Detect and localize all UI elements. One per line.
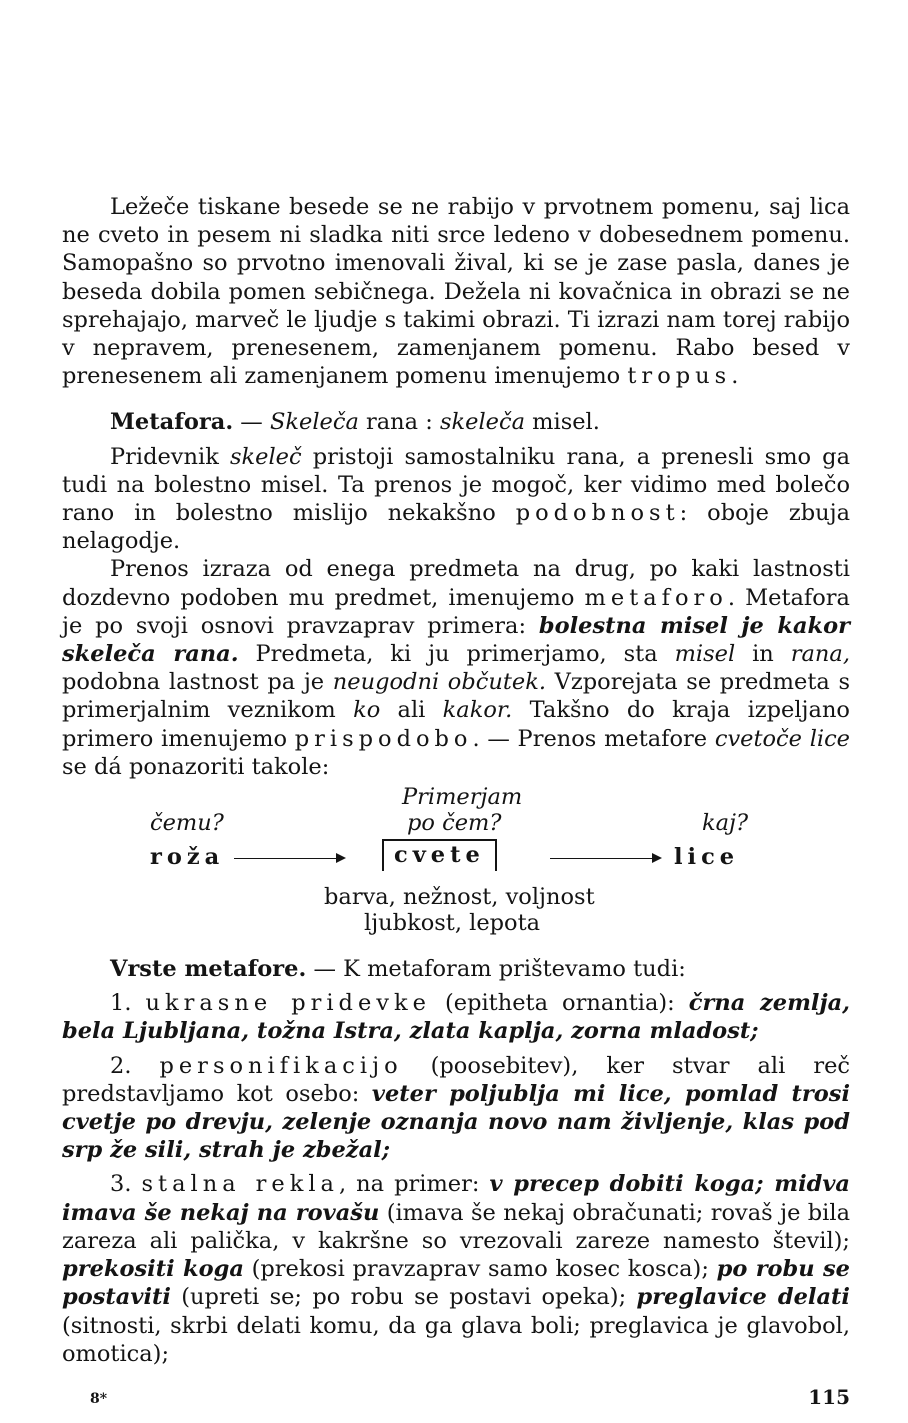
- section-heading-metafora: Metafora.: [110, 409, 234, 436]
- term-tropus: tropus: [627, 363, 732, 390]
- signature-mark: 8*: [90, 1391, 108, 1407]
- paragraph-prenos: Prenos izraza od enega predmeta na drug, po kaki lastnosti dozdevno podoben mu predmet, imenujemo metaforo. Metafora je po svoji osnovi pravzaprav primera: bolestna misel je kakor skeleča rana. Predmeta, ki ju primerjamo, sta misel in rana, podobna lastnost pa je neugodni občutek. Vzporejata se predmeta s primerjalnim veznikom ko ali kakor. Takšno do kraja izpeljano primero imenujemo prispodobo. — Prenos metafore cvetoče lice se dá ponazoriti takole:: [62, 556, 850, 780]
- metaphor-diagram: [62, 783, 850, 955]
- boxed-cvete: cvete: [382, 839, 497, 871]
- page-number: 115: [808, 1385, 850, 1409]
- list-item-2: 2. personifikacijo (poosebitev), ker stvar ali reč predstavljamo kot osebo: veter poljublja mi lice, pomlad trosi cvetje po drevju, zelenje oznanja novo nam življenje, klas pod srp že sili, strah je zbežal;: [62, 1052, 850, 1164]
- arrow-right: [550, 858, 660, 859]
- word-lice: lice: [674, 844, 740, 871]
- qualities-line-1: barva, nežnost, voljnost: [324, 884, 595, 911]
- page-body: [62, 193, 850, 1368]
- list-item-1: 1. ukrasne pridevke (epitheta ornantia): črna zemlja, bela Ljubljana, tožna Istra, zlata kaplja, zorna mladost;: [62, 990, 850, 1045]
- label-po-cem: po čem?: [407, 810, 502, 837]
- section-heading-vrste: Vrste metafore.: [110, 956, 307, 983]
- arrow-left: [234, 858, 344, 859]
- qualities-line-2: ljubkost, lepota: [364, 910, 541, 937]
- vrste-heading-line: Vrste metafore. — K metaforam prištevamo tudi:: [110, 956, 686, 983]
- list-item-3: 3. stalna rekla, na primer: v precep dobiti koga; midva imava še nekaj na rovašu (imava še nekaj obračunati; rovaš je bila zareza ali palička, v kakršne so vrezovali zareze namesto števil); prekositi koga (prekosi pravzaprav samo kosec kosca); po robu se postaviti (upreti se; po robu se postavi opeka); preglavice delati (sitnosti, skrbi delati komu, da ga glava boli; preglavica je glavobol, omotica);: [62, 1171, 851, 1367]
- metafora-heading-line: Metafora. — Skeleča rana : skeleča misel.: [110, 409, 600, 436]
- label-primerjam: Primerjam: [402, 784, 523, 811]
- label-kaj: kaj?: [702, 810, 749, 837]
- paragraph-tropus: Ležeče tiskane besede se ne rabijo v prvotnem pomenu, saj lica ne cveto in pesem ni sladka niti srce ledeno v dobesednem pomenu. Samopašno so prvotno imenovali žival, ki se je zase pasla, danes je beseda dobila pomen sebičnega. Dežela ni kovačnica in obrazi se ne sprehajajo, marveč le ljudje s takimi obrazi. Ti izrazi nam torej rabijo v nepravem, prenesenem, zamenjanem pomenu. Rabo besed v prenesenem ali zamenjanem pomenu imenujemo tropus.: [62, 194, 850, 390]
- paragraph-pridevnik: Pridevnik skeleč pristoji samostalniku rana, a prenesli smo ga tudi na bolestno misel. Ta prenos je mogoč, ker vidimo med bolečo rano in bolestno mislijo nekakšno podobnost: oboje zbuja nelagodje.: [62, 443, 851, 555]
- word-roza: roža: [150, 844, 225, 871]
- label-cemu: čemu?: [150, 810, 224, 837]
